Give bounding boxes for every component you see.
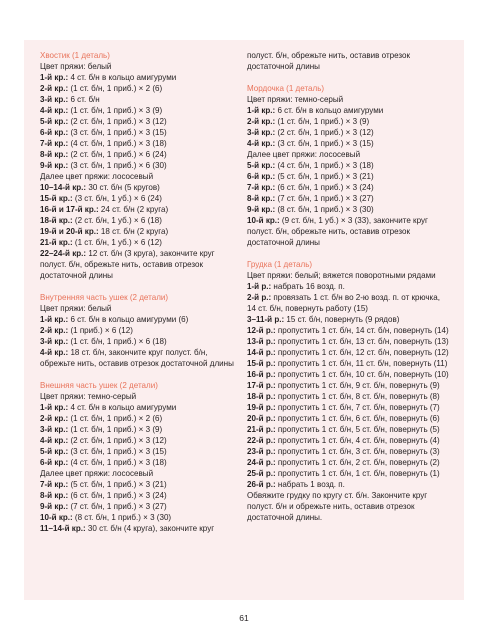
row-label: 1-й кр.: (40, 73, 69, 82)
instruction-row (247, 325, 462, 336)
row-label: 3-й кр.: (40, 425, 69, 434)
row-text: пропустить 1 ст. б/н, 6 ст. б/н, повернуть (6) (275, 414, 440, 423)
row-label: 15-й р.: (247, 359, 276, 368)
row-text: пропустить 1 ст. б/н, 2 ст. б/н, повернуть (2) (275, 458, 440, 467)
row-text: (6 ст. б/н, 1 приб.) × 3 (24) (275, 183, 374, 192)
row-label: 1-й р.: (247, 282, 272, 291)
instruction-row (247, 457, 462, 468)
row-text: (5 ст. б/н, 1 приб.) × 3 (21) (68, 480, 167, 489)
instruction-row (247, 193, 462, 204)
instruction-row (40, 116, 240, 127)
instruction-row (247, 391, 462, 402)
instruction-row (247, 468, 462, 479)
row-label: 22-й р.: (247, 436, 276, 445)
row-label: 6-й кр.: (247, 172, 276, 181)
row-label: 7-й кр.: (40, 480, 69, 489)
row-text: пропустить 1 ст. б/н, 3 ст. б/н, повернуть (3) (275, 447, 440, 456)
row-text: (2 ст. б/н, 1 приб.) × 3 (12) (68, 117, 167, 126)
row-text: (1 ст. б/н, 1 уб.) × 6 (12) (72, 238, 162, 247)
row-text: (7 ст. б/н, 1 приб.) × 3 (27) (68, 502, 167, 511)
row-label: 12-й р.: (247, 326, 276, 335)
row-text: (3 ст. б/н, 1 приб.) × 3 (15) (68, 447, 167, 456)
page-number: 61 (239, 613, 249, 623)
paragraph-gap (247, 248, 462, 259)
row-label: 3–11-й р.: (247, 315, 285, 324)
instruction-row (40, 479, 240, 490)
row-label: 10-й кр.: (247, 216, 280, 225)
instruction-row (40, 347, 240, 358)
instruction-row (40, 457, 240, 468)
row-label: 2-й кр.: (40, 84, 69, 93)
row-label: 4-й кр.: (40, 348, 69, 357)
row-text: (2 ст. б/н, 1 уб.) × 6 (18) (72, 216, 162, 225)
section-heading: Грудка (1 деталь) (247, 260, 313, 269)
text-line: Обвяжите грудку по кругу ст. б/н. Закончите круг (247, 491, 428, 500)
instruction-row (40, 446, 240, 457)
row-label: 8-й кр.: (40, 150, 69, 159)
instruction-row (247, 347, 462, 358)
row-text: набрать 16 возд. п. (271, 282, 345, 291)
text-line: обрежьте нить, оставив отрезок достаточной длины (40, 359, 234, 368)
instruction-row (40, 325, 240, 336)
row-text: (1 ст. б/н, 1 приб.) × 3 (9) (68, 425, 163, 434)
text-line: полуст. б/н, обрежьте нить, оставив отрезок (247, 51, 411, 60)
instruction-row (40, 523, 240, 534)
row-text: 6 ст. б/н в кольцо амигуруми (275, 106, 384, 115)
row-label: 2-й кр.: (40, 326, 69, 335)
instruction-row (40, 193, 240, 204)
row-label: 13-й р.: (247, 337, 276, 346)
row-text: (1 ст. б/н, 1 приб.) × 3 (9) (275, 117, 370, 126)
row-label: 4-й кр.: (40, 106, 69, 115)
row-label: 4-й кр.: (40, 436, 69, 445)
row-text: 6 ст. б/н в кольцо амигуруми (6) (68, 315, 189, 324)
instruction-row (40, 226, 240, 237)
row-text: (8 ст. б/н, 1 приб.) × 3 (30) (275, 205, 374, 214)
paragraph-gap (247, 72, 462, 83)
row-label: 8-й кр.: (40, 491, 69, 500)
row-label: 19-й р.: (247, 403, 276, 412)
instruction-row (40, 105, 240, 116)
row-text: провязать 1 ст. б/н во 2-ю возд. п. от крючка, (271, 293, 440, 302)
row-label: 20-й р.: (247, 414, 276, 423)
row-text: пропустить 1 ст. б/н, 14 ст. б/н, повернуть (14) (275, 326, 449, 335)
row-label: 21-й кр.: (40, 238, 73, 247)
instruction-row (247, 138, 462, 149)
row-text: (2 ст. б/н, 1 приб.) × 3 (12) (275, 128, 374, 137)
row-label: 16-й р.: (247, 370, 276, 379)
instruction-row (40, 182, 240, 193)
row-label: 15-й кр.: (40, 194, 73, 203)
row-text: 15 ст. б/н, повернуть (9 рядов) (284, 315, 400, 324)
row-text: 6 ст. б/н (68, 95, 100, 104)
row-text: (2 ст. б/н, 1 приб.) × 6 (24) (68, 150, 167, 159)
row-label: 7-й кр.: (40, 139, 69, 148)
row-label: 18-й р.: (247, 392, 276, 401)
row-label: 8-й кр.: (247, 194, 276, 203)
row-text: 12 ст. б/н (3 круга), закончите круг (86, 249, 215, 258)
row-label: 9-й кр.: (247, 205, 276, 214)
instruction-row (40, 72, 240, 83)
row-text: пропустить 1 ст. б/н, 10 ст. б/н, повернуть (10) (275, 370, 449, 379)
instruction-row (247, 127, 462, 138)
row-text: пропустить 1 ст. б/н, 5 ст. б/н, повернуть (5) (275, 425, 440, 434)
text-line: Цвет пряжи: белый; вяжется поворотными рядами (247, 271, 436, 280)
right-column (247, 50, 462, 523)
text-line: Цвет пряжи: темно-серый (247, 95, 344, 104)
instruction-row (40, 490, 240, 501)
instruction-row (40, 501, 240, 512)
row-text: (7 ст. б/н, 1 приб.) × 3 (27) (275, 194, 374, 203)
section-heading: Мордочка (1 деталь) (247, 84, 325, 93)
row-text: (4 ст. б/н, 1 приб.) × 3 (18) (68, 139, 167, 148)
instruction-row (40, 413, 240, 424)
instruction-row (40, 237, 240, 248)
row-label: 25-й р.: (247, 469, 276, 478)
instruction-row (247, 204, 462, 215)
row-label: 9-й кр.: (40, 502, 69, 511)
row-text: (8 ст. б/н, 1 приб.) × 3 (30) (72, 513, 172, 522)
row-label: 3-й кр.: (40, 95, 69, 104)
row-label: 2-й кр.: (40, 414, 69, 423)
row-label: 3-й кр.: (247, 128, 276, 137)
instruction-row (247, 160, 462, 171)
row-text: (3 ст. б/н, 1 приб.) × 3 (15) (68, 128, 167, 137)
row-text: 30 ст. б/н (5 кругов) (86, 183, 160, 192)
row-text: 18 ст. б/н, закончите круг полуст. б/н, (68, 348, 208, 357)
text-line: 14 ст. б/н, повернуть работу (15) (247, 304, 368, 313)
section-heading: Внутренняя часть ушек (2 детали) (40, 293, 169, 302)
row-text: 24 ст. б/н (2 круга) (98, 205, 169, 214)
row-label: 7-й кр.: (247, 183, 276, 192)
row-text: (3 ст. б/н, 1 приб.) × 3 (15) (275, 139, 374, 148)
instruction-row (40, 424, 240, 435)
text-line: Далее цвет пряжи: лососевый (247, 150, 361, 159)
instruction-row (40, 138, 240, 149)
row-label: 26-й р.: (247, 480, 276, 489)
row-label: 5-й кр.: (40, 117, 69, 126)
instruction-row (247, 358, 462, 369)
row-label: 4-й кр.: (247, 139, 276, 148)
row-text: пропустить 1 ст. б/н, 9 ст. б/н, повернуть (9) (275, 381, 440, 390)
text-line: Далее цвет пряжи: лососевый (40, 469, 154, 478)
row-text: (6 ст. б/н, 1 приб.) × 3 (24) (68, 491, 167, 500)
row-text: пропустить 1 ст. б/н, 11 ст. б/н, повернуть (11) (275, 359, 448, 368)
row-text: пропустить 1 ст. б/н, 8 ст. б/н, повернуть (8) (275, 392, 440, 401)
row-label: 5-й кр.: (40, 447, 69, 456)
row-text: (4 ст. б/н, 1 приб.) × 3 (18) (275, 161, 374, 170)
row-text: (1 ст. б/н, 1 приб.) × 2 (6) (68, 84, 163, 93)
instruction-row (247, 435, 462, 446)
row-text: пропустить 1 ст. б/н, 7 ст. б/н, повернуть (7) (275, 403, 440, 412)
text-line: достаточной длины. (247, 513, 323, 522)
row-label: 5-й кр.: (247, 161, 276, 170)
instruction-row (247, 402, 462, 413)
row-label: 21-й р.: (247, 425, 276, 434)
instruction-row (247, 171, 462, 182)
left-column (40, 50, 240, 534)
row-text: (4 ст. б/н, 1 приб.) × 3 (18) (68, 458, 167, 467)
row-text: (1 ст. б/н, 1 приб.) × 6 (18) (68, 337, 167, 346)
instruction-row (40, 215, 240, 226)
row-label: 2-й р.: (247, 293, 272, 302)
instruction-row (40, 336, 240, 347)
row-label: 19-й и 20-й кр.: (40, 227, 99, 236)
instruction-row (247, 369, 462, 380)
instruction-row (247, 479, 462, 490)
row-label: 14-й р.: (247, 348, 276, 357)
row-label: 2-й кр.: (247, 117, 276, 126)
row-text: пропустить 1 ст. б/н, 4 ст. б/н, повернуть (4) (275, 436, 440, 445)
instruction-row (40, 149, 240, 160)
row-text: набрать 1 возд. п. (275, 480, 345, 489)
instruction-row (40, 94, 240, 105)
row-label: 24-й р.: (247, 458, 276, 467)
row-text: 4 ст. б/н в кольцо амигуруми (68, 73, 177, 82)
section-heading: Внешняя часть ушек (2 детали) (40, 381, 158, 390)
section-heading: Хвостик (1 деталь) (40, 51, 110, 60)
row-text: 30 ст. б/н (4 круга), закончите круг (85, 524, 215, 533)
instruction-row (247, 281, 462, 292)
instruction-row (40, 248, 240, 259)
row-text: (3 ст. б/н, 1 уб.) × 6 (24) (72, 194, 162, 203)
row-label: 11–14-й кр.: (40, 524, 86, 533)
instruction-row (40, 435, 240, 446)
row-label: 10–14-й кр.: (40, 183, 87, 192)
paragraph-gap (40, 369, 240, 380)
row-text: пропустить 1 ст. б/н, 1 ст. б/н, повернуть (1) (275, 469, 440, 478)
row-label: 6-й кр.: (40, 128, 69, 137)
row-text: (1 ст. б/н, 1 приб.) × 2 (6) (68, 414, 163, 423)
row-text: (3 ст. б/н, 1 приб.) × 6 (30) (68, 161, 167, 170)
row-text: (1 ст. б/н, 1 приб.) × 3 (9) (68, 106, 163, 115)
row-text: пропустить 1 ст. б/н, 13 ст. б/н, повернуть (13) (275, 337, 449, 346)
instruction-row (40, 127, 240, 138)
row-label: 1-й кр.: (247, 106, 276, 115)
instruction-row (247, 105, 462, 116)
instruction-row (247, 413, 462, 424)
instruction-row (40, 160, 240, 171)
instruction-row (247, 215, 462, 226)
row-text: (1 приб.) × 6 (12) (68, 326, 133, 335)
row-text: (2 ст. б/н, 1 приб.) × 3 (12) (68, 436, 167, 445)
text-line: полуст. б/н и обрежьте нить, оставив отрезок (247, 502, 415, 511)
instruction-row (40, 314, 240, 325)
row-label: 17-й р.: (247, 381, 276, 390)
row-label: 9-й кр.: (40, 161, 69, 170)
row-label: 22–24-й кр.: (40, 249, 87, 258)
row-text: 4 ст. б/н в кольцо амигуруми (68, 403, 177, 412)
instruction-row (40, 512, 240, 523)
text-line: Цвет пряжи: белый (40, 62, 112, 71)
row-label: 3-й кр.: (40, 337, 69, 346)
text-line: достаточной длины (247, 238, 320, 247)
row-label: 1-й кр.: (40, 403, 69, 412)
instruction-row (247, 314, 462, 325)
text-line: Цвет пряжи: темно-серый (40, 392, 137, 401)
row-text: пропустить 1 ст. б/н, 12 ст. б/н, повернуть (12) (275, 348, 449, 357)
instruction-row (247, 446, 462, 457)
row-label: 1-й кр.: (40, 315, 69, 324)
row-label: 16-й и 17-й кр.: (40, 205, 99, 214)
instruction-row (247, 292, 462, 303)
text-line: достаточной длины (247, 62, 320, 71)
row-label: 18-й кр.: (40, 216, 73, 225)
instruction-row (247, 380, 462, 391)
instruction-row (40, 204, 240, 215)
instruction-row (247, 424, 462, 435)
text-line: полуст. б/н, обрежьте нить, оставив отрезок (247, 227, 411, 236)
text-line: полуст. б/н, обрежьте нить, оставив отрезок (40, 260, 204, 269)
instruction-row (40, 83, 240, 94)
row-label: 23-й р.: (247, 447, 276, 456)
row-text: (5 ст. б/н, 1 приб.) × 3 (21) (275, 172, 374, 181)
instruction-row (247, 116, 462, 127)
text-line: Цвет пряжи: белый (40, 304, 112, 313)
instruction-row (40, 402, 240, 413)
row-text: (9 ст. б/н, 1 уб.) × 3 (33), закончите круг (279, 216, 428, 225)
text-line: достаточной длины (40, 271, 113, 280)
row-label: 10-й кр.: (40, 513, 73, 522)
text-line: Далее цвет пряжи: лососевый (40, 172, 154, 181)
instruction-row (247, 182, 462, 193)
paragraph-gap (40, 281, 240, 292)
instruction-row (247, 336, 462, 347)
row-label: 6-й кр.: (40, 458, 69, 467)
row-text: 18 ст. б/н (2 круга) (98, 227, 169, 236)
